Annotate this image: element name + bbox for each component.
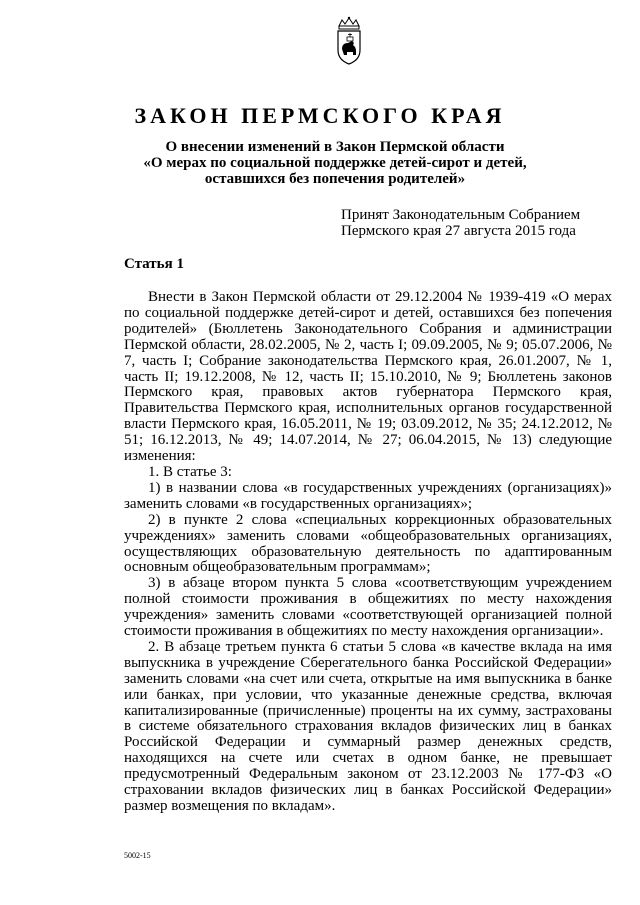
adoption-line: Пермского края 27 августа 2015 года xyxy=(341,223,576,239)
subtitle-line: оставшихся без попечения родителей» xyxy=(204,171,466,187)
subtitle-line: О внесении изменений в Закон Пермской области xyxy=(165,139,505,155)
subtitle-line: «О мерах по социальной поддержке детей-сирот и детей, xyxy=(143,155,527,171)
paragraph: 1. В статье 3: xyxy=(148,463,232,480)
adoption-line: Принят Законодательным Собранием xyxy=(341,207,581,223)
paragraph: Внести в Закон Пермской области от 29.12.2004 № 1939-419 «О мерах по социальной поддержке детей-сирот и детей, оставшихся без попечения родителей» (Бюллетень Законодательного Собрания и администрации Пермской области, 28.02.2005, № 2, часть I; 09.09.2005, № 9; 05.07.2006, № 7, часть I; Собрание законодательства Пермского края, 26.01.2007, № 1, часть II; 19.12.2008, № 12, часть II; 15.10.2010, № 9; Бюллетень законов Пермского края, правовых актов губернатора Пермского края, Правительства Пермского края, исполнительных органов государственной власти Пермского края, 16.05.2011, № 19; 03.09.2012, № 35; 24.12.2012, № 51; 16.12.2013, № 49; 14.07.2014, № 27; 06.04.2015, № 13) следующие изменения: xyxy=(124,289,612,465)
article-heading: Статья 1 xyxy=(124,256,184,272)
law-title: ЗАКОН ПЕРМСКОГО КРАЯ xyxy=(134,103,506,128)
adoption-note xyxy=(341,207,580,239)
paragraph: 2. В абзаце третьем пункта 6 статьи 5 слова «в качестве вклада на имя выпускника в учреждение Сберегательного банка Российской Федерации» заменить словами «на счет или счета, открытые на имя выпускника в банке или банках, при условии, что указанные денежные средства, включая капитализированные (причисленные) проценты на их сумму, застрахованы в системе обязательного страхования вкладов физических лиц в банках Российской Федерации и суммарный размер денежных средств, находящихся на счете или счетах в одном банке, не превышает предусмотренный Федеральным законом от 23.12.2003 № 177-ФЗ «О страховании вкладов физических лиц в банках Российской Федерации» размер возмещения по вкладам». xyxy=(124,638,612,814)
document-code: 5002-15 xyxy=(124,851,151,860)
law-subtitle xyxy=(100,139,570,187)
paragraph: 1) в названии слова «в государственных учреждениях (организациях)» заменить словами «в государственных организациях»; xyxy=(124,479,612,512)
coat-of-arms-icon xyxy=(329,16,369,66)
article-body xyxy=(124,290,612,815)
paragraph: 2) в пункте 2 слова «специальных коррекционных образовательных учреждениях» заменить словами «общеобразовательных организациях, осуществляющих образовательную деятельность по адаптированным основным общеобразовательным программам»; xyxy=(124,511,612,576)
paragraph: 3) в абзаце втором пункта 5 слова «соответствующим учреждением полной стоимости проживания в общежитиях по месту нахождения учреждения» заменить словами «соответствующей организацией полной стоимости проживания в общежитиях по месту нахождения организации». xyxy=(124,575,612,640)
